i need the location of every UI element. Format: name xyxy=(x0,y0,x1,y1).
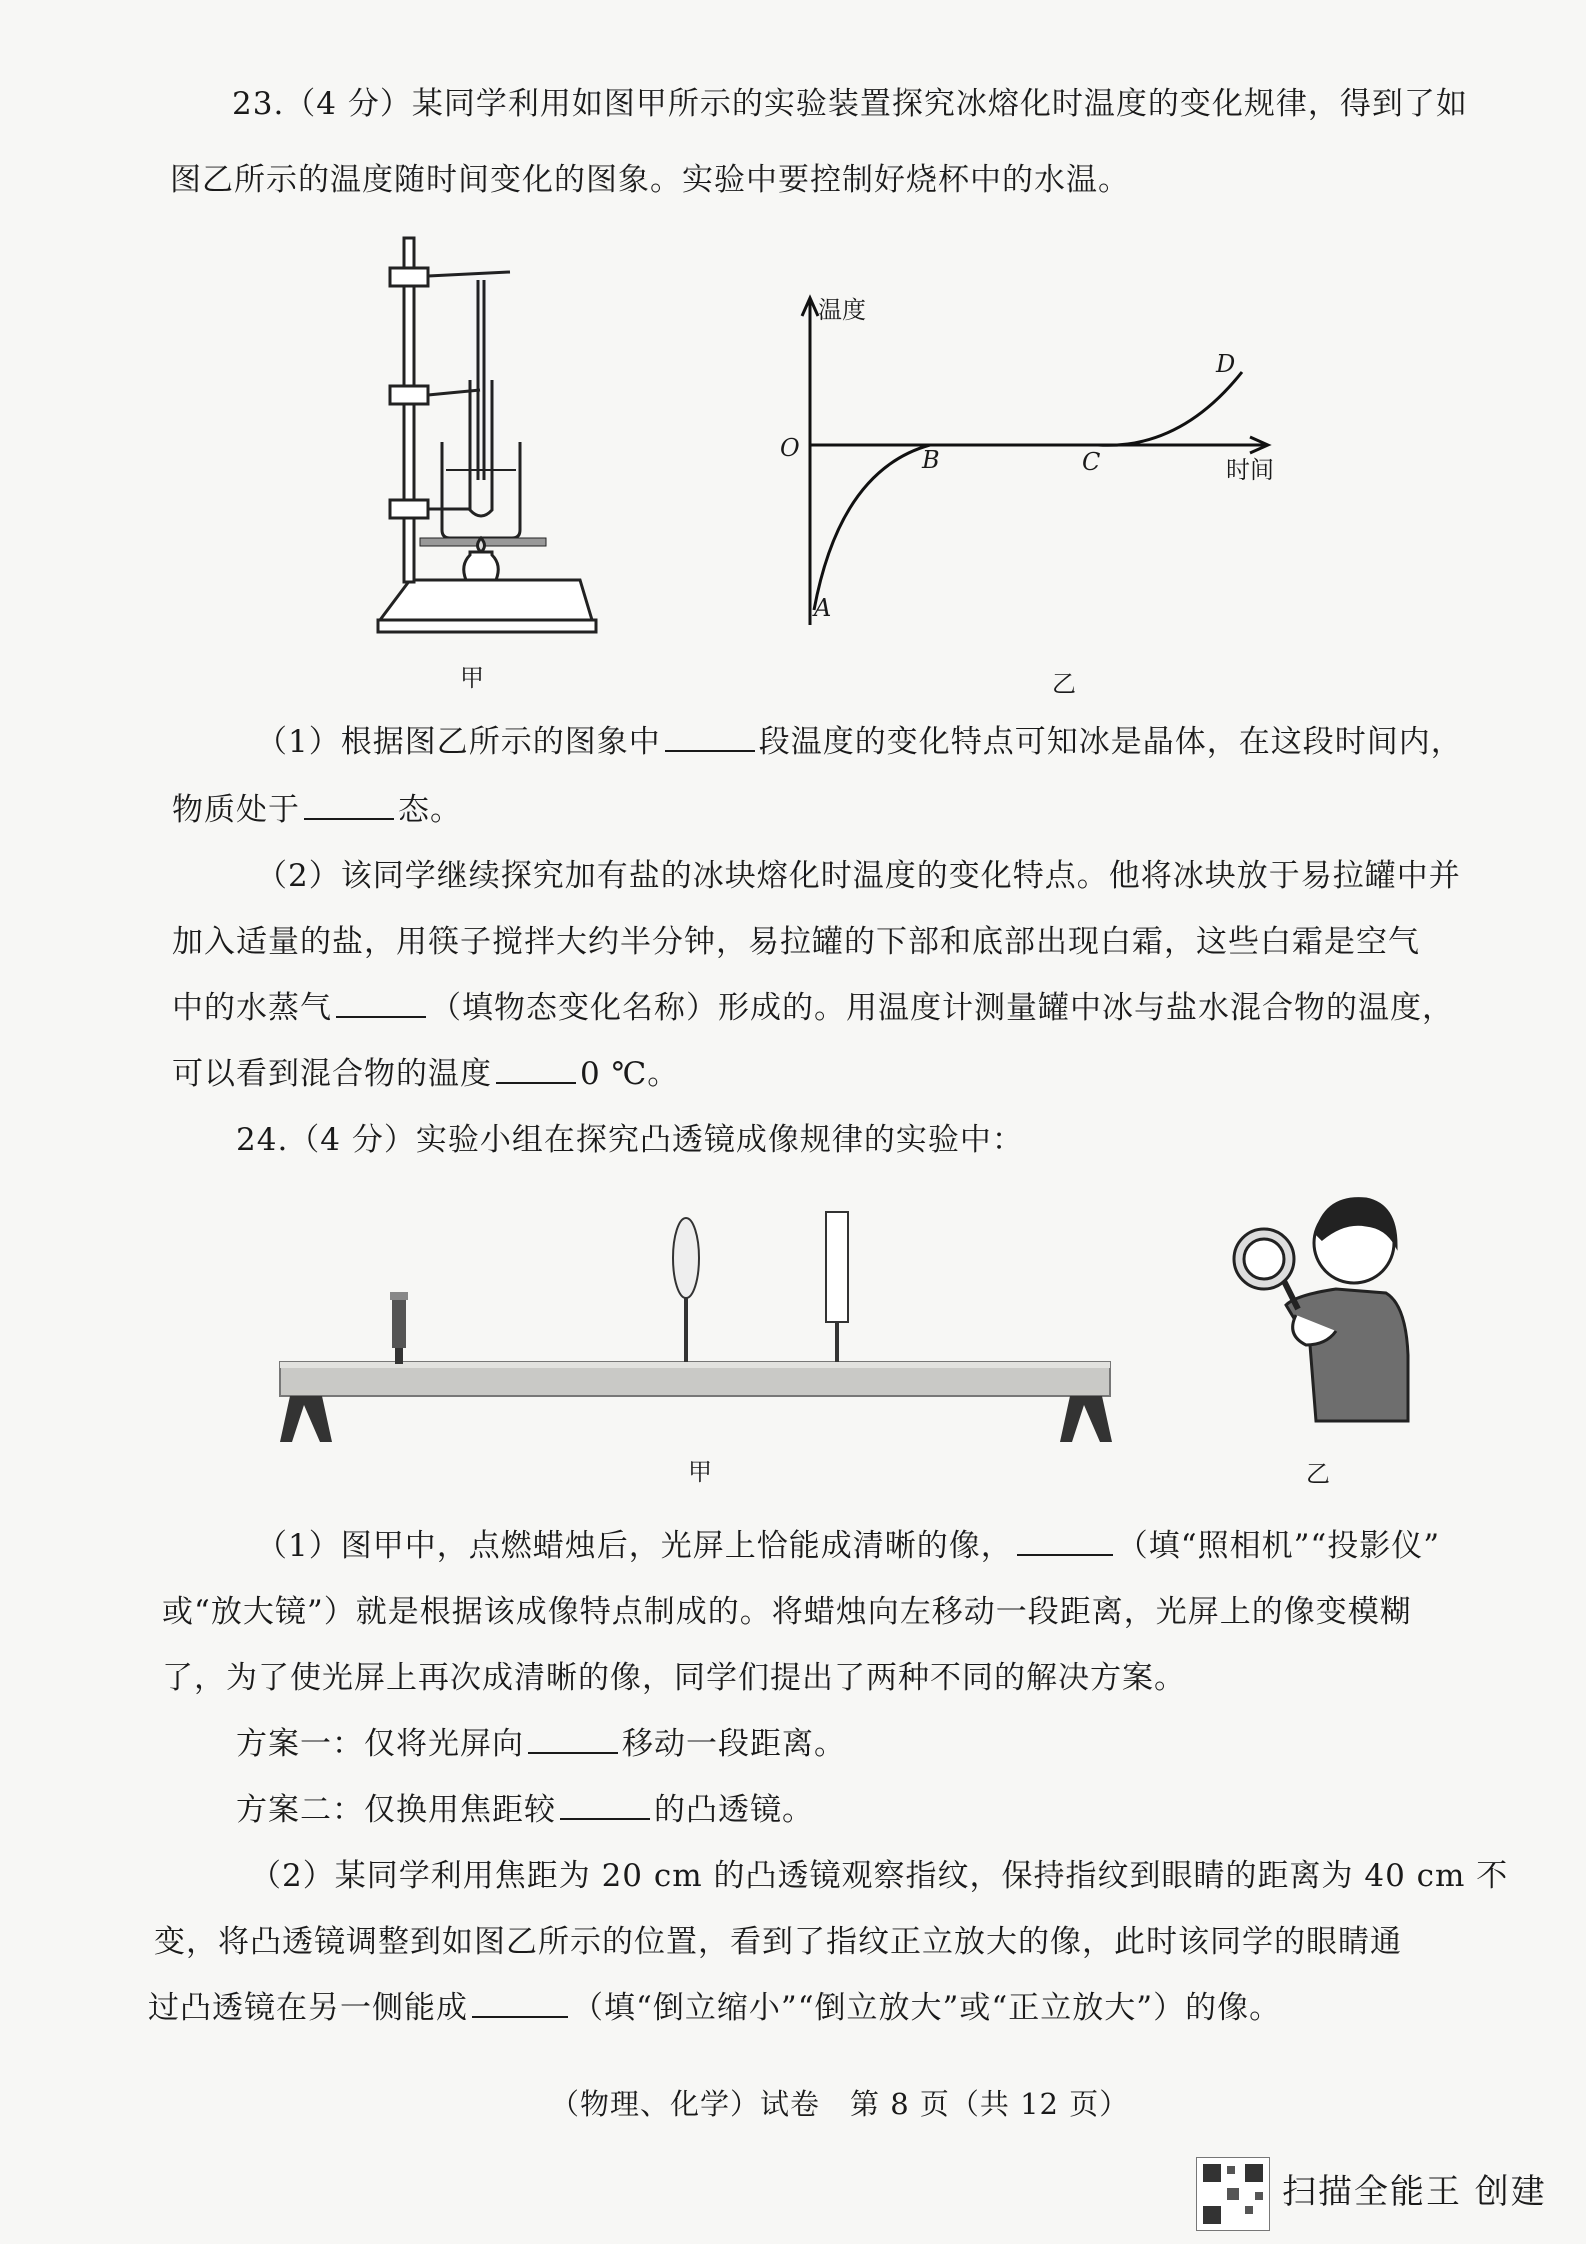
q24-plan2 xyxy=(236,1790,814,1830)
q23-fig-jia-caption: 甲 xyxy=(460,664,484,692)
answer-blank-device[interactable] xyxy=(1017,1526,1113,1556)
q24-p2-text-c1: 过凸透镜在另一侧能成 xyxy=(148,1990,468,2026)
magnifier-person-figure xyxy=(1226,1185,1416,1425)
q24-p2-text-c2: （填“倒立缩小”“倒立放大”或“正立放大”）的像。 xyxy=(572,1990,1282,2026)
answer-blank-segment[interactable] xyxy=(665,722,755,752)
q23-p2-text-c2: （填物态变化名称）形成的。用温度计测量罐中冰与盐水混合物的温度， xyxy=(430,990,1454,1026)
q23-p2-text-c1: 中的水蒸气 xyxy=(172,990,332,1026)
q24-line1: 24.（4 分）实验小组在探究凸透镜成像规律的实验中： xyxy=(236,1122,1024,1158)
q24-p1-text-a2: （填“照相机”“投影仪” xyxy=(1116,1528,1441,1564)
q23-part2-line4 xyxy=(172,1054,679,1094)
q24-fig-yi-caption: 乙 xyxy=(1306,1460,1330,1488)
q24-plan1-text-a: 方案一：仅将光屏向 xyxy=(236,1726,524,1762)
answer-blank-compare[interactable] xyxy=(496,1054,576,1084)
q23-p1-text-b: 段温度的变化特点可知冰是晶体，在这段时间内， xyxy=(758,724,1463,760)
q23-p1-text-d: 态。 xyxy=(398,792,462,828)
q23-part2-line2: 加入适量的盐，用筷子搅拌大约半分钟，易拉罐的下部和底部出现白霜，这些白霜是空气 xyxy=(172,924,1420,960)
answer-blank-direction[interactable] xyxy=(528,1724,618,1754)
q23-part2-line3 xyxy=(172,988,1454,1028)
answer-blank-phase-change[interactable] xyxy=(336,988,426,1018)
graph-origin-label: O xyxy=(780,434,800,462)
q24-plan2-text-a: 方案二：仅换用焦距较 xyxy=(236,1792,556,1828)
q23-line2: 图乙所示的温度随时间变化的图象。实验中要控制好烧杯中的水温。 xyxy=(170,162,1130,198)
qr-code-icon xyxy=(1196,2157,1270,2231)
q23-fig-yi-caption: 乙 xyxy=(1052,670,1076,698)
q24-plan2-text-b: 的凸透镜。 xyxy=(654,1792,814,1828)
graph-point-a: A xyxy=(814,594,832,622)
q24-part2-line3 xyxy=(148,1988,1281,2028)
q24-part1-line3: 了，为了使光屏上再次成清晰的像，同学们提出了两种不同的解决方案。 xyxy=(162,1660,1186,1696)
q23-part2-line1: （2）该同学继续探究加有盐的冰块熔化时温度的变化特点。他将冰块放于易拉罐中并 xyxy=(256,858,1461,894)
q23-part1-line2 xyxy=(172,790,462,830)
q23-line1: 23.（4 分）某同学利用如图甲所示的实验装置探究冰熔化时温度的变化规律，得到了如 xyxy=(232,86,1468,122)
q24-part2-line2: 变，将凸透镜调整到如图乙所示的位置，看到了指纹正立放大的像，此时该同学的眼睛通 xyxy=(154,1924,1402,1960)
optical-bench-figure xyxy=(270,1200,1120,1450)
scanner-watermark: 扫描全能王 创建 xyxy=(1282,2172,1547,2212)
answer-blank-image-type[interactable] xyxy=(472,1988,568,2018)
q24-plan1-text-b: 移动一段距离。 xyxy=(622,1726,846,1762)
q24-p1-text-a1: （1）图甲中，点燃蜡烛后，光屏上恰能成清晰的像， xyxy=(256,1528,1013,1564)
q23-p1-text-a: （1）根据图乙所示的图象中 xyxy=(256,724,661,760)
q23-p2-text-d1: 可以看到混合物的温度 xyxy=(172,1056,492,1092)
q24-part2-line1: （2）某同学利用焦距为 20 cm 的凸透镜观察指纹，保持指纹到眼睛的距离为 40 cm 不 xyxy=(250,1858,1509,1894)
q24-part1-line1 xyxy=(256,1526,1440,1566)
graph-point-c: C xyxy=(1082,448,1101,476)
q23-part1-line1 xyxy=(256,722,1463,762)
apparatus-figure xyxy=(370,220,610,660)
graph-ylabel: 温度 xyxy=(818,296,866,324)
q24-fig-jia-caption: 甲 xyxy=(688,1458,712,1486)
page-footer: （物理、化学）试卷 第 8 页（共 12 页） xyxy=(550,2087,1130,2121)
q24-part1-line2: 或“放大镜”）就是根据该成像特点制成的。将蜡烛向左移动一段距离，光屏上的像变模糊 xyxy=(162,1594,1412,1630)
temperature-graph xyxy=(760,280,1300,680)
answer-blank-focal[interactable] xyxy=(560,1790,650,1820)
graph-point-b: B xyxy=(922,446,940,474)
graph-xlabel: 时间 xyxy=(1226,456,1274,484)
q23-p2-text-d2: 0 ℃。 xyxy=(580,1056,680,1092)
graph-point-d: D xyxy=(1216,350,1236,378)
q23-p1-text-c: 物质处于 xyxy=(172,792,300,828)
answer-blank-state[interactable] xyxy=(304,790,394,820)
q24-plan1 xyxy=(236,1724,846,1764)
